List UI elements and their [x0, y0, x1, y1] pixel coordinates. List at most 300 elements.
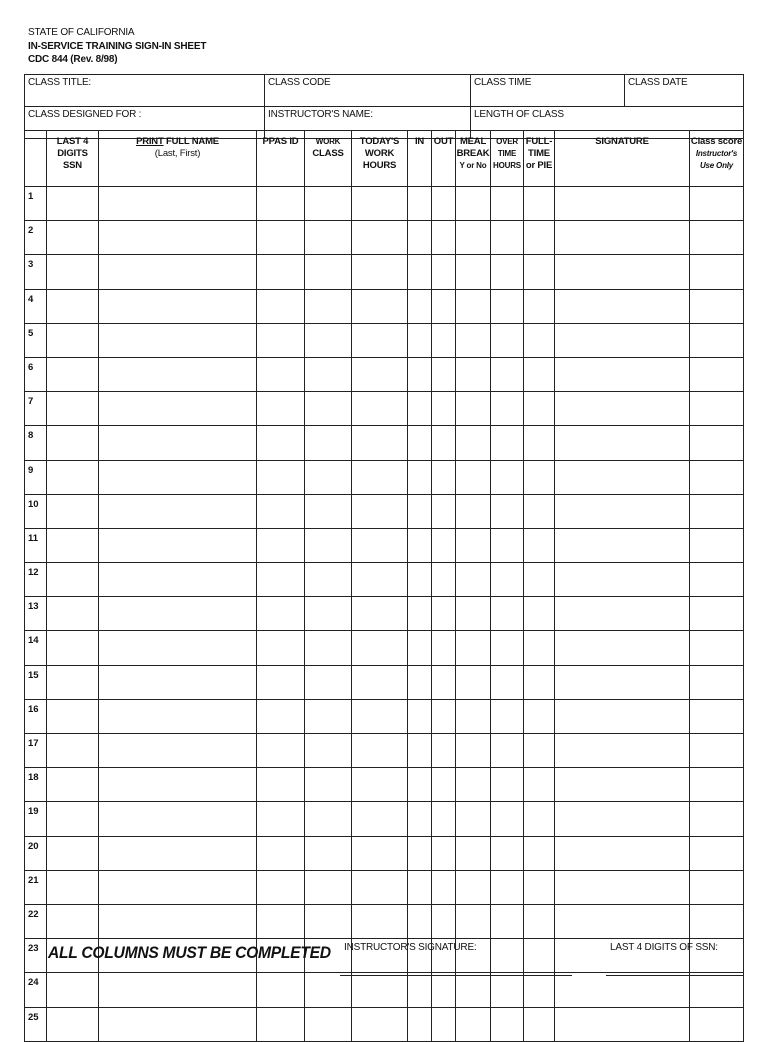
ppas-id-cell[interactable]: [257, 494, 305, 528]
work-class-cell[interactable]: [305, 460, 352, 494]
meal-break-cell[interactable]: [456, 357, 491, 391]
ppas-id-cell[interactable]: [257, 460, 305, 494]
ppas-id-cell[interactable]: [257, 255, 305, 289]
class-score-cell[interactable]: [690, 289, 744, 323]
overtime-cell[interactable]: [491, 768, 524, 802]
class-score-cell[interactable]: [690, 665, 744, 699]
signature-cell[interactable]: [555, 323, 690, 357]
ssn-cell[interactable]: [47, 255, 99, 289]
full-name-cell[interactable]: [99, 494, 257, 528]
ppas-id-cell[interactable]: [257, 221, 305, 255]
todays-hours-cell[interactable]: [352, 528, 408, 562]
fulltime-cell[interactable]: [524, 1007, 555, 1041]
overtime-cell[interactable]: [491, 221, 524, 255]
out-cell[interactable]: [432, 255, 456, 289]
class-time-field[interactable]: [471, 75, 625, 107]
full-name-cell[interactable]: [99, 699, 257, 733]
full-name-cell[interactable]: [99, 426, 257, 460]
fulltime-cell[interactable]: [524, 357, 555, 391]
work-class-cell[interactable]: [305, 392, 352, 426]
meal-break-cell[interactable]: [456, 870, 491, 904]
todays-hours-cell[interactable]: [352, 734, 408, 768]
class-score-cell[interactable]: [690, 631, 744, 665]
overtime-cell[interactable]: [491, 494, 524, 528]
work-class-cell[interactable]: [305, 528, 352, 562]
todays-hours-cell[interactable]: [352, 870, 408, 904]
signature-cell[interactable]: [555, 904, 690, 938]
work-class-cell[interactable]: [305, 426, 352, 460]
out-cell[interactable]: [432, 494, 456, 528]
full-name-cell[interactable]: [99, 563, 257, 597]
todays-hours-cell[interactable]: [352, 392, 408, 426]
class-score-cell[interactable]: [690, 870, 744, 904]
ppas-id-cell[interactable]: [257, 665, 305, 699]
class-score-cell[interactable]: [690, 187, 744, 221]
in-cell[interactable]: [408, 426, 432, 460]
ppas-id-cell[interactable]: [257, 699, 305, 733]
ssn-cell[interactable]: [47, 734, 99, 768]
todays-hours-cell[interactable]: [352, 973, 408, 1007]
out-cell[interactable]: [432, 665, 456, 699]
full-name-cell[interactable]: [99, 870, 257, 904]
meal-break-cell[interactable]: [456, 323, 491, 357]
in-cell[interactable]: [408, 563, 432, 597]
fulltime-cell[interactable]: [524, 528, 555, 562]
todays-hours-cell[interactable]: [352, 289, 408, 323]
ppas-id-cell[interactable]: [257, 187, 305, 221]
full-name-cell[interactable]: [99, 597, 257, 631]
in-cell[interactable]: [408, 665, 432, 699]
class-score-cell[interactable]: [690, 255, 744, 289]
full-name-cell[interactable]: [99, 357, 257, 391]
meal-break-cell[interactable]: [456, 836, 491, 870]
ssn-cell[interactable]: [47, 426, 99, 460]
full-name-cell[interactable]: [99, 289, 257, 323]
ppas-id-cell[interactable]: [257, 426, 305, 460]
overtime-cell[interactable]: [491, 870, 524, 904]
work-class-cell[interactable]: [305, 1007, 352, 1041]
meal-break-cell[interactable]: [456, 631, 491, 665]
ppas-id-cell[interactable]: [257, 289, 305, 323]
meal-break-cell[interactable]: [456, 973, 491, 1007]
ppas-id-cell[interactable]: [257, 870, 305, 904]
meal-break-cell[interactable]: [456, 528, 491, 562]
ssn-cell[interactable]: [47, 494, 99, 528]
todays-hours-cell[interactable]: [352, 1007, 408, 1041]
todays-hours-cell[interactable]: [352, 460, 408, 494]
work-class-cell[interactable]: [305, 187, 352, 221]
full-name-cell[interactable]: [99, 460, 257, 494]
fulltime-cell[interactable]: [524, 563, 555, 597]
in-cell[interactable]: [408, 392, 432, 426]
fulltime-cell[interactable]: [524, 460, 555, 494]
meal-break-cell[interactable]: [456, 904, 491, 938]
class-score-cell[interactable]: [690, 323, 744, 357]
work-class-cell[interactable]: [305, 836, 352, 870]
in-cell[interactable]: [408, 221, 432, 255]
ppas-id-cell[interactable]: [257, 631, 305, 665]
ssn-cell[interactable]: [47, 870, 99, 904]
signature-cell[interactable]: [555, 597, 690, 631]
full-name-cell[interactable]: [99, 734, 257, 768]
ssn-cell[interactable]: [47, 768, 99, 802]
full-name-cell[interactable]: [99, 255, 257, 289]
signature-cell[interactable]: [555, 768, 690, 802]
fulltime-cell[interactable]: [524, 289, 555, 323]
meal-break-cell[interactable]: [456, 1007, 491, 1041]
out-cell[interactable]: [432, 870, 456, 904]
todays-hours-cell[interactable]: [352, 904, 408, 938]
fulltime-cell[interactable]: [524, 494, 555, 528]
in-cell[interactable]: [408, 357, 432, 391]
meal-break-cell[interactable]: [456, 768, 491, 802]
class-code-field[interactable]: [265, 75, 471, 107]
ssn-cell[interactable]: [47, 528, 99, 562]
work-class-cell[interactable]: [305, 597, 352, 631]
fulltime-cell[interactable]: [524, 392, 555, 426]
signature-cell[interactable]: [555, 563, 690, 597]
full-name-cell[interactable]: [99, 323, 257, 357]
out-cell[interactable]: [432, 460, 456, 494]
fulltime-cell[interactable]: [524, 426, 555, 460]
todays-hours-cell[interactable]: [352, 631, 408, 665]
signature-cell[interactable]: [555, 221, 690, 255]
signature-cell[interactable]: [555, 631, 690, 665]
out-cell[interactable]: [432, 904, 456, 938]
class-score-cell[interactable]: [690, 563, 744, 597]
class-score-cell[interactable]: [690, 357, 744, 391]
signature-cell[interactable]: [555, 699, 690, 733]
overtime-cell[interactable]: [491, 289, 524, 323]
full-name-cell[interactable]: [99, 768, 257, 802]
overtime-cell[interactable]: [491, 665, 524, 699]
todays-hours-cell[interactable]: [352, 221, 408, 255]
overtime-cell[interactable]: [491, 597, 524, 631]
ppas-id-cell[interactable]: [257, 528, 305, 562]
signature-cell[interactable]: [555, 426, 690, 460]
meal-break-cell[interactable]: [456, 221, 491, 255]
overtime-cell[interactable]: [491, 563, 524, 597]
fulltime-cell[interactable]: [524, 255, 555, 289]
meal-break-cell[interactable]: [456, 734, 491, 768]
out-cell[interactable]: [432, 836, 456, 870]
todays-hours-cell[interactable]: [352, 597, 408, 631]
fulltime-cell[interactable]: [524, 904, 555, 938]
class-date-field[interactable]: [625, 75, 744, 107]
out-cell[interactable]: [432, 768, 456, 802]
in-cell[interactable]: [408, 734, 432, 768]
ppas-id-cell[interactable]: [257, 357, 305, 391]
todays-hours-cell[interactable]: [352, 699, 408, 733]
out-cell[interactable]: [432, 392, 456, 426]
ssn-cell[interactable]: [47, 187, 99, 221]
signature-cell[interactable]: [555, 187, 690, 221]
signature-cell[interactable]: [555, 836, 690, 870]
ssn-cell[interactable]: [47, 699, 99, 733]
full-name-cell[interactable]: [99, 802, 257, 836]
class-score-cell[interactable]: [690, 392, 744, 426]
ssn-cell[interactable]: [47, 631, 99, 665]
full-name-cell[interactable]: [99, 221, 257, 255]
todays-hours-cell[interactable]: [352, 802, 408, 836]
ppas-id-cell[interactable]: [257, 392, 305, 426]
todays-hours-cell[interactable]: [352, 563, 408, 597]
ssn-cell[interactable]: [47, 221, 99, 255]
fulltime-cell[interactable]: [524, 665, 555, 699]
in-cell[interactable]: [408, 494, 432, 528]
meal-break-cell[interactable]: [456, 665, 491, 699]
class-score-cell[interactable]: [690, 768, 744, 802]
out-cell[interactable]: [432, 734, 456, 768]
todays-hours-cell[interactable]: [352, 255, 408, 289]
overtime-cell[interactable]: [491, 323, 524, 357]
table-row: [25, 323, 744, 357]
ssn-cell[interactable]: [47, 802, 99, 836]
fulltime-cell[interactable]: [524, 221, 555, 255]
ssn-cell[interactable]: [47, 357, 99, 391]
ssn-cell[interactable]: [47, 1007, 99, 1041]
class-score-cell[interactable]: [690, 836, 744, 870]
overtime-cell[interactable]: [491, 631, 524, 665]
overtime-cell[interactable]: [491, 392, 524, 426]
work-class-cell[interactable]: [305, 768, 352, 802]
work-class-cell[interactable]: [305, 973, 352, 1007]
ppas-id-cell[interactable]: [257, 563, 305, 597]
work-class-cell[interactable]: [305, 289, 352, 323]
work-class-cell[interactable]: [305, 255, 352, 289]
in-cell[interactable]: [408, 289, 432, 323]
overtime-cell[interactable]: [491, 699, 524, 733]
overtime-cell[interactable]: [491, 1007, 524, 1041]
out-cell[interactable]: [432, 699, 456, 733]
full-name-cell[interactable]: [99, 904, 257, 938]
signature-cell[interactable]: [555, 870, 690, 904]
ppas-id-cell[interactable]: [257, 768, 305, 802]
class-title-field[interactable]: [25, 75, 265, 107]
fulltime-cell[interactable]: [524, 631, 555, 665]
overtime-cell[interactable]: [491, 357, 524, 391]
out-cell[interactable]: [432, 323, 456, 357]
fulltime-cell[interactable]: [524, 836, 555, 870]
in-cell[interactable]: [408, 836, 432, 870]
work-class-cell[interactable]: [305, 631, 352, 665]
todays-hours-cell[interactable]: [352, 768, 408, 802]
instructor-signature-line[interactable]: [340, 975, 572, 976]
signature-cell[interactable]: [555, 665, 690, 699]
overtime-cell[interactable]: [491, 802, 524, 836]
fulltime-cell[interactable]: [524, 187, 555, 221]
class-score-cell[interactable]: [690, 494, 744, 528]
ppas-id-cell[interactable]: [257, 597, 305, 631]
overtime-cell[interactable]: [491, 904, 524, 938]
work-class-cell[interactable]: [305, 563, 352, 597]
signature-cell[interactable]: [555, 802, 690, 836]
meal-break-cell[interactable]: [456, 563, 491, 597]
ppas-id-cell[interactable]: [257, 734, 305, 768]
in-cell[interactable]: [408, 323, 432, 357]
fulltime-cell[interactable]: [524, 597, 555, 631]
meal-break-cell[interactable]: [456, 699, 491, 733]
ssn-cell[interactable]: [47, 289, 99, 323]
out-cell[interactable]: [432, 357, 456, 391]
work-class-cell[interactable]: [305, 323, 352, 357]
signature-cell[interactable]: [555, 494, 690, 528]
ssn-cell[interactable]: [47, 392, 99, 426]
class-score-cell[interactable]: [690, 904, 744, 938]
meal-break-cell[interactable]: [456, 460, 491, 494]
in-cell[interactable]: [408, 870, 432, 904]
ppas-id-cell[interactable]: [257, 904, 305, 938]
class-score-cell[interactable]: [690, 973, 744, 1007]
signature-cell[interactable]: [555, 734, 690, 768]
todays-hours-cell[interactable]: [352, 665, 408, 699]
work-class-cell[interactable]: [305, 494, 352, 528]
full-name-cell[interactable]: [99, 1007, 257, 1041]
ssn-cell[interactable]: [47, 836, 99, 870]
meal-break-cell[interactable]: [456, 597, 491, 631]
full-name-cell[interactable]: [99, 528, 257, 562]
class-score-cell[interactable]: [690, 1007, 744, 1041]
ssn-cell[interactable]: [47, 973, 99, 1007]
in-cell[interactable]: [408, 802, 432, 836]
full-name-cell[interactable]: [99, 973, 257, 1007]
meal-break-cell[interactable]: [456, 255, 491, 289]
fulltime-cell[interactable]: [524, 734, 555, 768]
signature-cell[interactable]: [555, 289, 690, 323]
form-title: IN-SERVICE TRAINING SIGN-IN SHEET: [28, 40, 207, 52]
todays-hours-cell[interactable]: [352, 426, 408, 460]
in-cell[interactable]: [408, 597, 432, 631]
out-cell[interactable]: [432, 1007, 456, 1041]
fulltime-cell[interactable]: [524, 699, 555, 733]
todays-hours-cell[interactable]: [352, 323, 408, 357]
meal-break-cell[interactable]: [456, 289, 491, 323]
in-cell[interactable]: [408, 973, 432, 1007]
ppas-id-cell[interactable]: [257, 802, 305, 836]
work-class-cell[interactable]: [305, 221, 352, 255]
fulltime-cell[interactable]: [524, 939, 555, 973]
fulltime-cell[interactable]: [524, 323, 555, 357]
work-class-cell[interactable]: [305, 734, 352, 768]
overtime-cell[interactable]: [491, 528, 524, 562]
signature-cell[interactable]: [555, 528, 690, 562]
todays-hours-cell[interactable]: [352, 494, 408, 528]
ppas-id-cell[interactable]: [257, 323, 305, 357]
out-cell[interactable]: [432, 187, 456, 221]
overtime-cell[interactable]: [491, 460, 524, 494]
fulltime-cell[interactable]: [524, 870, 555, 904]
full-name-cell[interactable]: [99, 631, 257, 665]
in-cell[interactable]: [408, 187, 432, 221]
ssn-cell[interactable]: [47, 665, 99, 699]
ssn-cell[interactable]: [47, 563, 99, 597]
class-score-cell[interactable]: [690, 528, 744, 562]
ssn-cell[interactable]: [47, 323, 99, 357]
out-cell[interactable]: [432, 973, 456, 1007]
out-cell[interactable]: [432, 528, 456, 562]
overtime-cell[interactable]: [491, 939, 524, 973]
meal-break-cell[interactable]: [456, 187, 491, 221]
in-cell[interactable]: [408, 768, 432, 802]
overtime-cell[interactable]: [491, 836, 524, 870]
todays-hours-cell[interactable]: [352, 836, 408, 870]
class-score-cell[interactable]: [690, 426, 744, 460]
class-score-cell[interactable]: [690, 802, 744, 836]
in-cell[interactable]: [408, 631, 432, 665]
out-cell[interactable]: [432, 563, 456, 597]
out-cell[interactable]: [432, 426, 456, 460]
form-number: CDC 844 (Rev. 8/98): [28, 54, 118, 65]
work-class-cell[interactable]: [305, 802, 352, 836]
todays-hours-cell[interactable]: [352, 187, 408, 221]
work-class-cell[interactable]: [305, 870, 352, 904]
fulltime-cell[interactable]: [524, 973, 555, 1007]
work-class-cell[interactable]: [305, 699, 352, 733]
meal-break-cell[interactable]: [456, 392, 491, 426]
signature-cell[interactable]: [555, 460, 690, 494]
in-cell[interactable]: [408, 528, 432, 562]
row-number: 23: [25, 939, 47, 973]
in-cell[interactable]: [408, 904, 432, 938]
in-cell[interactable]: [408, 460, 432, 494]
todays-hours-cell[interactable]: [352, 357, 408, 391]
meal-break-cell[interactable]: [456, 494, 491, 528]
in-cell[interactable]: [408, 699, 432, 733]
signature-cell[interactable]: [555, 255, 690, 289]
overtime-cell[interactable]: [491, 426, 524, 460]
out-cell[interactable]: [432, 289, 456, 323]
in-cell[interactable]: [408, 255, 432, 289]
class-score-cell[interactable]: [690, 699, 744, 733]
overtime-cell[interactable]: [491, 734, 524, 768]
out-cell[interactable]: [432, 802, 456, 836]
ppas-id-cell[interactable]: [257, 1007, 305, 1041]
signature-cell[interactable]: [555, 973, 690, 1007]
work-class-cell[interactable]: [305, 357, 352, 391]
class-score-cell[interactable]: [690, 221, 744, 255]
instructor-ssn-line[interactable]: [606, 975, 743, 976]
in-cell[interactable]: [408, 1007, 432, 1041]
out-cell[interactable]: [432, 631, 456, 665]
overtime-cell[interactable]: [491, 187, 524, 221]
class-score-cell[interactable]: [690, 460, 744, 494]
fulltime-cell[interactable]: [524, 802, 555, 836]
out-cell[interactable]: [432, 597, 456, 631]
ppas-id-cell[interactable]: [257, 836, 305, 870]
ppas-id-cell[interactable]: [257, 973, 305, 1007]
signature-cell[interactable]: [555, 357, 690, 391]
overtime-cell[interactable]: [491, 255, 524, 289]
fulltime-cell[interactable]: [524, 768, 555, 802]
meal-break-cell[interactable]: [456, 802, 491, 836]
overtime-cell[interactable]: [491, 973, 524, 1007]
class-score-cell[interactable]: [690, 597, 744, 631]
work-class-cell[interactable]: [305, 665, 352, 699]
class-score-cell[interactable]: [690, 734, 744, 768]
meal-break-cell[interactable]: [456, 426, 491, 460]
ssn-cell[interactable]: [47, 904, 99, 938]
signature-cell[interactable]: [555, 1007, 690, 1041]
full-name-cell[interactable]: [99, 187, 257, 221]
full-name-cell[interactable]: [99, 836, 257, 870]
full-name-cell[interactable]: [99, 392, 257, 426]
full-name-cell[interactable]: [99, 665, 257, 699]
out-cell[interactable]: [432, 221, 456, 255]
ssn-cell[interactable]: [47, 460, 99, 494]
work-class-cell[interactable]: [305, 904, 352, 938]
signature-cell[interactable]: [555, 392, 690, 426]
ssn-cell[interactable]: [47, 597, 99, 631]
